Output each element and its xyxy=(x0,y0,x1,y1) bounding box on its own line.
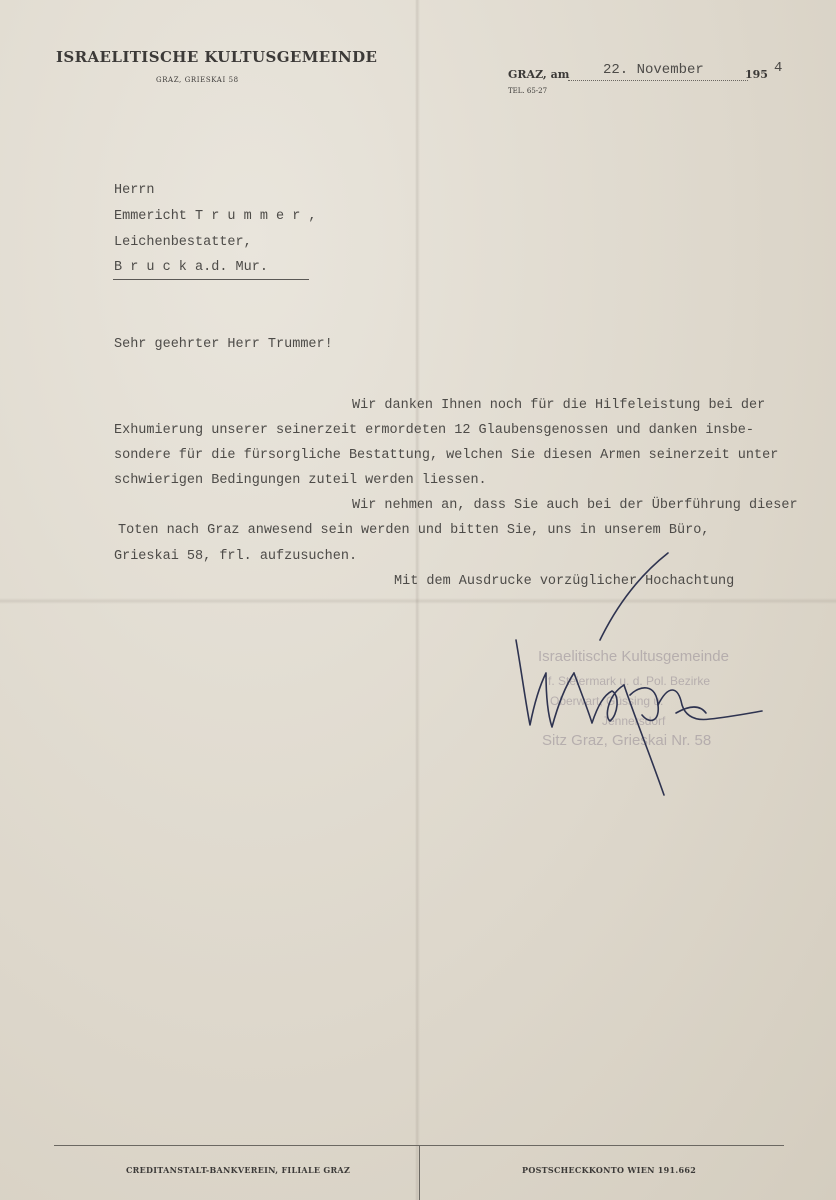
stamp-line-5: Sitz Graz, Grieskai Nr. 58 xyxy=(542,732,712,749)
recipient-line-1: Herrn xyxy=(114,183,155,198)
footer-bank: CREDITANSTALT-BANKVEREIN, FILIALE GRAZ xyxy=(126,1165,351,1175)
stamp-line-1: Israelitische Kultusgemeinde xyxy=(538,648,729,665)
salutation: Sehr geehrter Herr Trummer! xyxy=(114,337,333,352)
body-line: sondere für die fürsorgliche Bestattung, welchen Sie diesen Armen seinerzeit unter xyxy=(114,448,779,463)
footer-vertical-divider xyxy=(419,1145,420,1200)
body-line: Toten nach Graz anwesend sein werden und bitten Sie, uns in unserem Büro, xyxy=(118,523,710,538)
body-line: Wir nehmen an, dass Sie auch bei der Überführung dieser xyxy=(352,498,798,513)
letter-year-digit: 4 xyxy=(774,60,783,76)
closing-line: Mit dem Ausdrucke vorzüglicher Hochachtung xyxy=(394,574,735,589)
stamp-line-3: Oberwart, Güssing u. xyxy=(550,694,664,708)
letterhead-city-label: GRAZ, am xyxy=(508,68,570,81)
body-line: Wir danken Ihnen noch für die Hilfeleistung bei der xyxy=(352,398,766,413)
date-dotted-line xyxy=(568,80,748,81)
letter-year-prefix: 195 xyxy=(745,68,768,81)
recipient-line-2: Emmericht T r u m m e r , xyxy=(114,209,317,224)
body-line: schwierigen Bedingungen zuteil werden liessen. xyxy=(114,473,487,488)
letterhead-org-address: GRAZ, GRIESKAI 58 xyxy=(156,76,239,84)
stamp-line-2: f. Steiermark u. d. Pol. Bezirke xyxy=(548,674,711,688)
recipient-underline xyxy=(113,279,309,280)
handwritten-signature xyxy=(500,545,780,805)
body-line: Exhumierung unserer seinerzeit ermordeten 12 Glaubensgenossen und danken insbe- xyxy=(114,423,755,438)
letterhead-telephone: TEL. 65-27 xyxy=(508,87,548,95)
letterhead-org-name: ISRAELITISCHE KULTUSGEMEINDE xyxy=(56,48,378,66)
stamp-line-4: Jennersdorf xyxy=(602,714,666,728)
footer-postal-account: POSTSCHECKKONTO WIEN 191.662 xyxy=(522,1165,697,1175)
recipient-line-3: Leichenbestatter, xyxy=(114,235,252,250)
letter-date: 22. November xyxy=(603,62,704,78)
body-line: Grieskai 58, frl. aufzusuchen. xyxy=(114,549,358,564)
recipient-line-4: B r u c k a.d. Mur. xyxy=(114,260,268,275)
